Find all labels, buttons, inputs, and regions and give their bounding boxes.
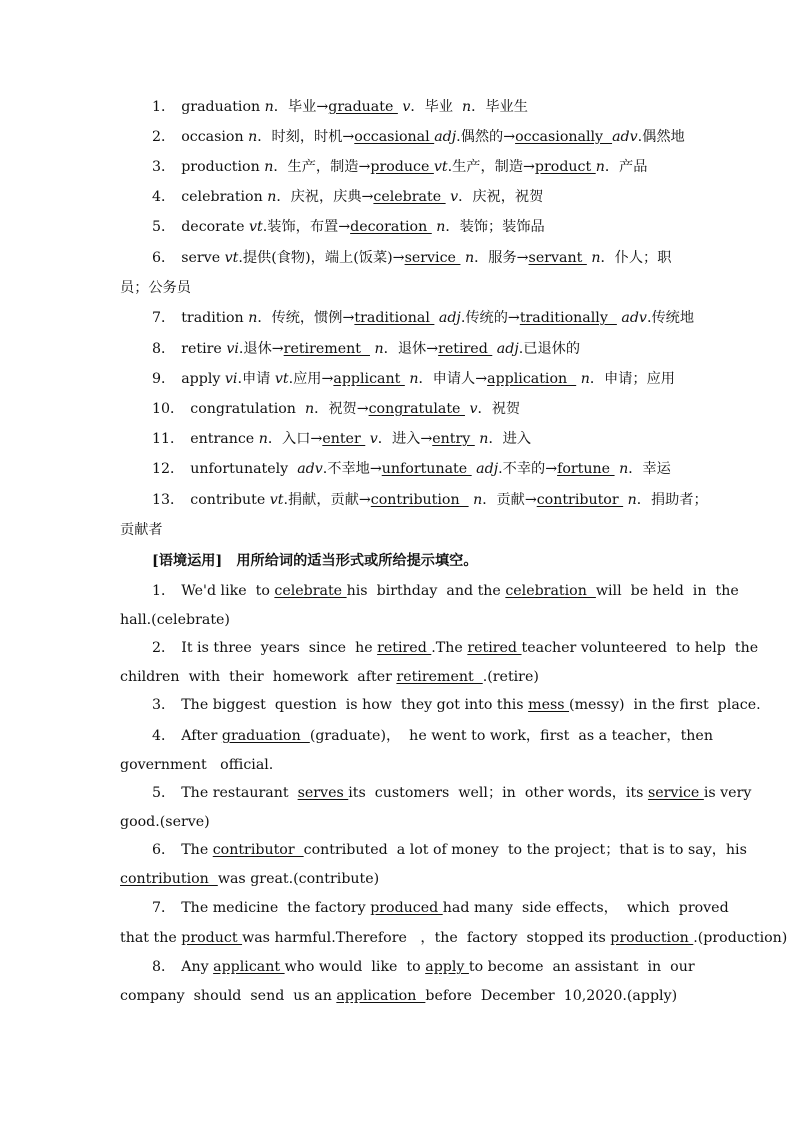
item-number: 10．: [152, 401, 185, 417]
answer-blank: occasional: [354, 129, 435, 145]
answer-blank: retired: [467, 640, 522, 656]
vocab-item-10: [152, 399, 520, 419]
text-run: its customers well；in other words，its: [348, 785, 648, 801]
answer-blank: produce: [370, 159, 434, 175]
answer-blank: service: [404, 250, 461, 266]
part-of-speech: n: [264, 99, 274, 115]
exercise-1-line-1: [152, 581, 739, 601]
vocab-item-12: [152, 459, 671, 479]
part-of-speech: n: [627, 492, 637, 508]
answer-blank: application: [336, 988, 426, 1004]
part-of-speech: n: [264, 159, 274, 175]
text-run: production: [181, 159, 265, 175]
exercise-number: 1．: [152, 583, 176, 599]
vocab-item-11: [152, 429, 531, 449]
text-run: After: [181, 728, 222, 744]
text-run: 员；公务员: [120, 280, 191, 296]
text-run: ．产品: [604, 159, 648, 175]
exercise-4-line-2: [120, 755, 273, 775]
vocab-item-3: [152, 157, 647, 177]
text-run: The restaurant: [181, 785, 298, 801]
vocab-item-8: [152, 339, 580, 359]
exercise-7-line-1: [152, 898, 729, 918]
exercise-7-line-2: [120, 928, 787, 948]
text-run: .提供(食物)，端上(饭菜)→: [238, 250, 405, 266]
answer-blank: retired: [377, 640, 432, 656]
part-of-speech: vt: [433, 159, 448, 175]
text-run: ．祝贺→: [314, 401, 369, 417]
text-run: ．退休→: [383, 341, 439, 357]
answer-blank: congratulate: [368, 401, 465, 417]
part-of-speech: n: [374, 341, 384, 357]
text-run: before December 10,2020.(apply): [425, 988, 678, 1004]
exercise-8-line-2: [120, 986, 677, 1006]
text-run: .已退休的: [518, 341, 581, 357]
part-of-speech: adv: [297, 461, 323, 477]
part-of-speech: n: [436, 219, 446, 235]
part-of-speech: adv: [621, 310, 647, 326]
exercise-2-line-1: [152, 638, 758, 658]
vocab-item-1: [152, 97, 528, 117]
text-run: good.(serve): [120, 814, 210, 830]
part-of-speech: n: [580, 371, 590, 387]
answer-blank: product: [534, 159, 596, 175]
text-run: retire: [181, 341, 227, 357]
exercise-number: 6．: [152, 842, 176, 858]
vocab-item-5: [152, 217, 545, 237]
answer-blank: entry: [432, 431, 475, 447]
item-number: 1．: [152, 99, 176, 115]
text-run: The biggest question is how they got into this: [181, 697, 529, 713]
text-run: ．毕业→: [273, 99, 329, 115]
exercise-3-line-1: [152, 695, 761, 715]
answer-blank: decoration: [350, 219, 432, 235]
text-run: ．庆祝，庆典→: [276, 189, 374, 205]
part-of-speech: v: [469, 401, 478, 417]
item-number: 13．: [152, 492, 185, 508]
answer-blank: traditional: [354, 310, 435, 326]
answer-blank: mess: [528, 697, 570, 713]
text-run: ．装饰；装饰品: [445, 219, 545, 235]
text-run: apply: [181, 371, 225, 387]
part-of-speech: adj: [476, 461, 499, 477]
text-run: serve: [181, 250, 225, 266]
exercise-number: 2．: [152, 640, 176, 656]
item-number: 5．: [152, 219, 176, 235]
text-run: celebration: [181, 189, 268, 205]
text-run: .(retire): [482, 669, 539, 685]
text-run: government official.: [120, 757, 274, 773]
item-number: 3．: [152, 159, 176, 175]
answer-blank: contributor: [536, 492, 624, 508]
exercise-6-line-2: [120, 869, 379, 889]
exercise-number: 8．: [152, 959, 176, 975]
part-of-speech: n: [409, 371, 419, 387]
answer-blank: fortune: [557, 461, 615, 477]
part-of-speech: n: [258, 431, 268, 447]
item-number: 8．: [152, 341, 176, 357]
text-run: The medicine the factory: [181, 900, 371, 916]
part-of-speech: adj: [496, 341, 519, 357]
exercise-number: 4．: [152, 728, 176, 744]
exercise-6-line-1: [152, 840, 747, 860]
part-of-speech: vt: [249, 219, 263, 235]
exercise-number: 3．: [152, 697, 176, 713]
text-run: to become an assistant in our: [468, 959, 695, 975]
text-run: contribute: [190, 492, 270, 508]
text-run: ．毕业: [410, 99, 462, 115]
answer-blank: applicant: [213, 959, 285, 975]
exercise-number: 5．: [152, 785, 176, 801]
item-number: 11．: [152, 431, 185, 447]
text-run: .传统的→: [460, 310, 520, 326]
answer-blank: enter: [322, 431, 366, 447]
part-of-speech: n: [248, 310, 258, 326]
item-number: 12．: [152, 461, 185, 477]
answer-blank: celebrate: [274, 583, 347, 599]
text-run: company should send us an: [120, 988, 337, 1004]
part-of-speech: v: [402, 99, 411, 115]
text-run: ．捐助者；: [636, 492, 708, 508]
text-run: occasion: [181, 129, 249, 145]
text-run: .The: [431, 640, 468, 656]
text-run: The: [181, 842, 213, 858]
text-run: ．仆人；职: [600, 250, 672, 266]
answer-blank: retirement: [396, 669, 483, 685]
answer-blank: graduation: [221, 728, 310, 744]
text-run: It is three years since he: [181, 640, 378, 656]
part-of-speech: vt: [269, 492, 284, 508]
answer-blank: celebrate: [373, 189, 446, 205]
vocab-item-13: [152, 490, 708, 510]
answer-blank: service: [647, 785, 704, 801]
part-of-speech: adj: [434, 129, 457, 145]
text-run: hall.(celebrate): [120, 612, 230, 628]
text-run: was harmful.Therefore ，the factory stopped its: [242, 930, 611, 946]
part-of-speech: n: [464, 250, 475, 266]
text-run: had many side effects， which proved: [442, 900, 729, 916]
text-run: .应用→: [288, 371, 334, 387]
answer-blank: occasionally: [515, 129, 613, 145]
answer-blank: graduate: [328, 99, 398, 115]
vocab-item-2: [152, 127, 685, 147]
exercise-5-line-2: [120, 812, 210, 832]
item-number: 6．: [152, 250, 176, 266]
exercise-number: 7．: [152, 900, 176, 916]
exercise-8-line-1: [152, 957, 695, 977]
answer-blank: servant: [528, 250, 587, 266]
text-run: .偶然地: [637, 129, 685, 145]
exercise-5-line-1: [152, 783, 751, 803]
text-run: .装饰，布置→: [262, 219, 351, 235]
part-of-speech: v: [369, 431, 378, 447]
vocab-item-7: [152, 308, 694, 328]
text-run: (messy) in the first place.: [569, 697, 761, 713]
text-run: We'd like to: [181, 583, 275, 599]
answer-blank: production: [610, 930, 694, 946]
text-run: .(production): [693, 930, 788, 946]
text-run: who would like to: [284, 959, 426, 975]
part-of-speech: vt: [274, 371, 289, 387]
vocab-item-6-continued: [120, 278, 191, 298]
answer-blank: celebration: [505, 583, 596, 599]
part-of-speech: n: [619, 461, 629, 477]
text-run: contributed a lot of money to the project；that is to say，his: [303, 842, 747, 858]
text-run: is very: [703, 785, 752, 801]
text-run: .传统地: [646, 310, 695, 326]
part-of-speech: n: [591, 250, 601, 266]
part-of-speech: n: [267, 189, 277, 205]
text-run: .不幸的→: [498, 461, 558, 477]
text-run: ．申请人→: [418, 371, 488, 387]
item-number: 7．: [152, 310, 176, 326]
part-of-speech: adj: [438, 310, 461, 326]
text-run: ．时刻，时机→: [257, 129, 355, 145]
answer-blank: retired: [438, 341, 493, 357]
text-run: teacher volunteered to help the: [521, 640, 759, 656]
text-run: will be held in the: [595, 583, 739, 599]
text-run: (graduate)， he went to work，first as a teacher，then: [309, 728, 713, 744]
text-run: .偶然的→: [456, 129, 516, 145]
text-run: that the: [120, 930, 182, 946]
part-of-speech: n: [595, 159, 605, 175]
text-run: ．申请；应用: [589, 371, 675, 387]
text-run: graduation: [181, 99, 265, 115]
answer-blank: application: [487, 371, 577, 387]
text-run: ．传统，惯例→: [257, 310, 355, 326]
text-run: ．幸运: [628, 461, 671, 477]
text-run: Any: [181, 959, 214, 975]
text-run: decorate: [181, 219, 250, 235]
vocab-item-6: [152, 248, 671, 268]
text-run: his birthday and the: [346, 583, 506, 599]
text-run: unfortunately: [190, 461, 298, 477]
part-of-speech: n: [479, 431, 489, 447]
vocab-item-4: [152, 187, 543, 207]
section-header: [语境运用] 用所给词的适当形式或所给提示填空。: [152, 553, 478, 569]
answer-blank: applicant: [333, 371, 405, 387]
part-of-speech: adv: [612, 129, 638, 145]
exercise-1-line-2: [120, 610, 230, 630]
text-run: .申请: [237, 371, 275, 387]
item-number: 2．: [152, 129, 176, 145]
exercise-2-line-2: [120, 667, 539, 687]
text-run: ．生产，制造→: [273, 159, 371, 175]
part-of-speech: n: [461, 99, 472, 115]
vocab-item-13-continued: [120, 520, 163, 540]
item-number: 4．: [152, 189, 176, 205]
text-run: entrance: [190, 431, 259, 447]
answer-blank: traditionally: [519, 310, 617, 326]
item-number: 9．: [152, 371, 176, 387]
answer-blank: contribution: [370, 492, 469, 508]
answer-blank: apply: [425, 959, 469, 975]
text-run: congratulation: [190, 401, 305, 417]
text-run: was great.(contribute): [217, 871, 380, 887]
part-of-speech: vt: [224, 250, 239, 266]
text-run: .不幸地→: [322, 461, 382, 477]
text-run: ．进入→: [377, 431, 433, 447]
part-of-speech: v: [450, 189, 459, 205]
answer-blank: unfortunate: [381, 461, 472, 477]
part-of-speech: n: [304, 401, 315, 417]
text-run: children with their homework after: [120, 669, 397, 685]
part-of-speech: n: [473, 492, 483, 508]
answer-blank: retirement: [283, 341, 370, 357]
text-run: ．祝贺: [477, 401, 521, 417]
part-of-speech: vi: [224, 371, 238, 387]
answer-blank: serves: [297, 785, 349, 801]
text-run: ．服务→: [474, 250, 529, 266]
part-of-speech: n: [248, 129, 258, 145]
part-of-speech: vi: [226, 341, 239, 357]
text-run: tradition: [181, 310, 249, 326]
text-run: ．毕业生: [471, 99, 528, 115]
text-run: ．进入: [488, 431, 532, 447]
exercise-4-line-1: [152, 726, 713, 746]
text-run: 贡献者: [120, 522, 163, 538]
text-run: .退休→: [238, 341, 284, 357]
answer-blank: contribution: [120, 871, 218, 887]
text-run: ．庆祝，祝贺: [458, 189, 544, 205]
answer-blank: produced: [370, 900, 443, 916]
answer-blank: contributor: [212, 842, 304, 858]
text-run: ．贡献→: [482, 492, 537, 508]
text-run: .捐献，贡献→: [283, 492, 371, 508]
text-run: ．入口→: [267, 431, 323, 447]
text-run: .生产，制造→: [447, 159, 535, 175]
vocab-item-9: [152, 369, 675, 389]
answer-blank: product: [181, 930, 243, 946]
